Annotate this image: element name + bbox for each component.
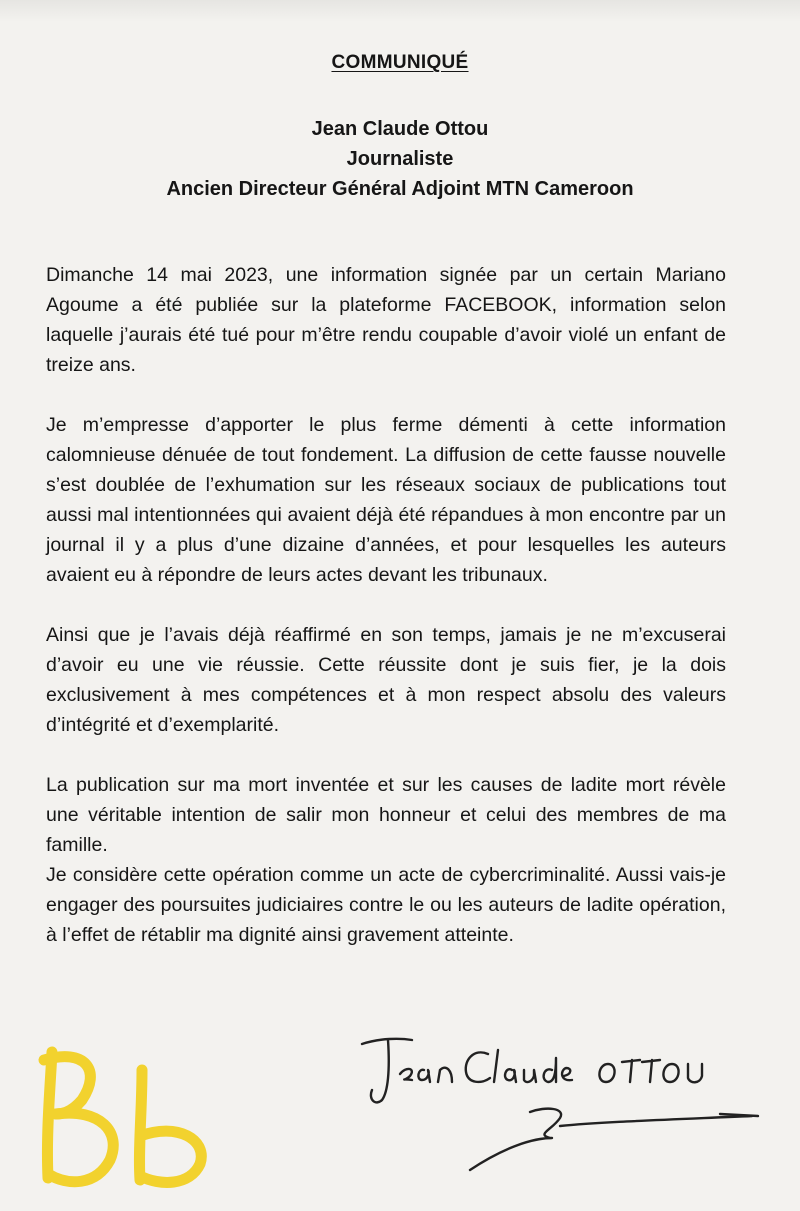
author-name: Jean Claude Ottou xyxy=(311,118,489,140)
document-body xyxy=(46,260,726,950)
paragraph-5: Je considère cette opération comme un acte de cybercriminalité. Aussi vais-je engager des poursuites judiciaires contre le ou les auteurs de ladite opération, à l’effet de rétablir ma dignité ainsi gravement atteinte. xyxy=(46,864,726,946)
paragraph-1: Dimanche 14 mai 2023, une information signée par un certain Mariano Agoume a été publiée sur la plateforme FACEBOOK, information selon laquelle j’aurais été tué pour m’être rendu coupable d’avoir violé un enfant de treize ans. xyxy=(46,264,726,376)
handwritten-signature xyxy=(360,1030,780,1180)
handwritten-bb-mark xyxy=(30,1040,230,1190)
author-block xyxy=(0,114,800,204)
paragraph-3: Ainsi que je l’avais déjà réaffirmé en son temps, jamais je ne m’excuserai d’avoir eu une vie réussie. Cette réussite dont je suis fier, je la dois exclusivement à mes compétences et à mon respect absolu des valeurs d’intégrité et d’exemplarité. xyxy=(46,624,726,736)
paragraph-2: Je m’empresse d’apporter le plus ferme démenti à cette information calomnieuse dénuée de tout fondement. La diffusion de cette fausse nouvelle s’est doublée de l’exhumation sur les réseaux sociaux de publications tout aussi mal intentionnées qui avaient déjà été répandues à mon encontre par un journal il y a plus d’une dizaine d’années, et pour lesquelles les auteurs avaient eu à répondre de leurs actes devant les tribunaux. xyxy=(46,414,726,586)
paragraph-4: La publication sur ma mort inventée et sur les causes de ladite mort révèle une véritable intention de salir mon honneur et celui des membres de ma famille. xyxy=(46,774,726,856)
author-role: Journaliste xyxy=(346,148,454,170)
author-former-position: Ancien Directeur Général Adjoint MTN Cameroon xyxy=(166,178,634,200)
document-title: COMMUNIQUÉ xyxy=(331,52,469,73)
